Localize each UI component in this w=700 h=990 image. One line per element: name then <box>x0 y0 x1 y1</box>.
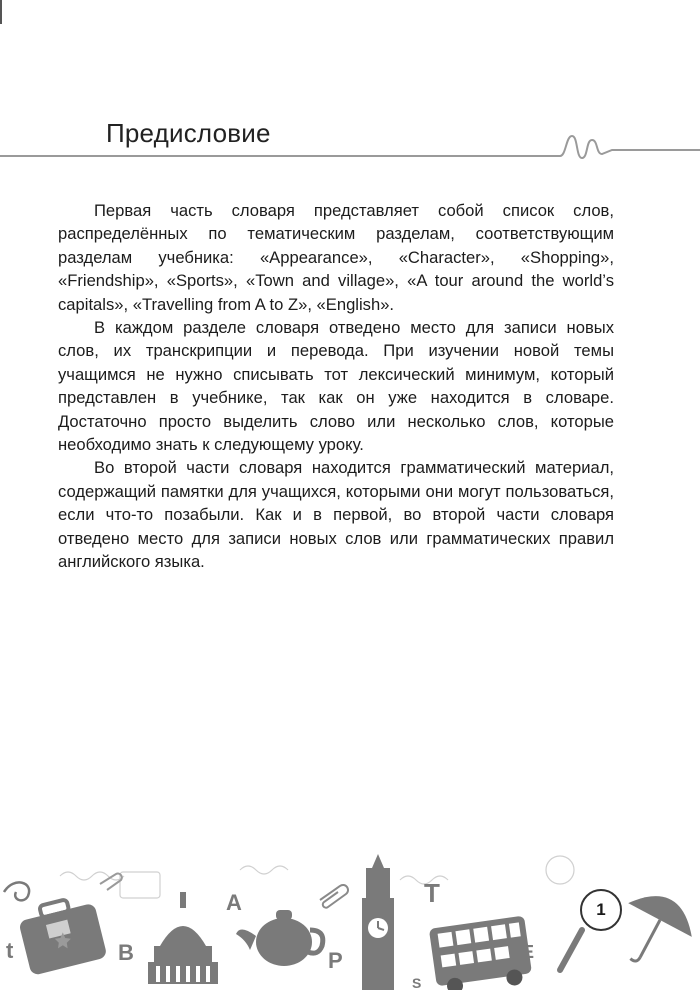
deco-letter-A: A <box>226 890 242 915</box>
preface-body <box>58 199 614 574</box>
deco-letter-P: P <box>328 948 343 973</box>
deco-letter-S: S <box>412 975 422 990</box>
paragraph-1: Первая часть словаря представляет собой список слов, распределённых по тематическим разделам, соответствующим разделам учебника: «Appearance», «Character», «Shopping», «Friendship», «Sports», «Town and village», «A tour around the world’s capitals», «Travelling from A to Z», «English». <box>58 201 614 314</box>
page-title: Предисловие <box>106 118 271 148</box>
deco-letter-B: B <box>118 940 134 965</box>
corner-crop-mark <box>0 0 2 24</box>
title-underline-decoration <box>0 128 700 172</box>
paperclip-icon <box>320 885 348 908</box>
teapot-icon <box>236 910 323 966</box>
capitol-icon <box>148 892 218 984</box>
magnifier-icon <box>560 930 582 970</box>
deco-letter-t: t <box>6 938 14 963</box>
suitcase-icon <box>16 893 108 976</box>
swirl-ornament <box>4 882 29 900</box>
big-ben-icon <box>362 854 394 990</box>
deco-letter-E: E <box>522 942 535 962</box>
paragraph-2: В каждом разделе словаря отведено место для записи новых слов, их транскрипции и перевода. При изучении новой темы учащимся не нужно списывать тот лексический минимум, который представлен в учебнике, так как он уже находится в словаре. Достаточно просто выделить слово или несколько слов, которые необходимо знать к следующему уроку. <box>58 318 614 455</box>
bus-icon <box>429 916 534 990</box>
deco-letter-T: T <box>424 878 440 908</box>
paragraph-3: Во второй части словаря находится грамматический материал, содержащий памятки для учащихся, которыми они могут пользоваться, если что-то позабыли. Как и в первой, во второй части словаря отведено место для записи новых слов или грамматических правил английского языка. <box>58 458 614 572</box>
page-number-badge: 1 <box>580 889 622 931</box>
umbrella-icon <box>605 883 700 980</box>
